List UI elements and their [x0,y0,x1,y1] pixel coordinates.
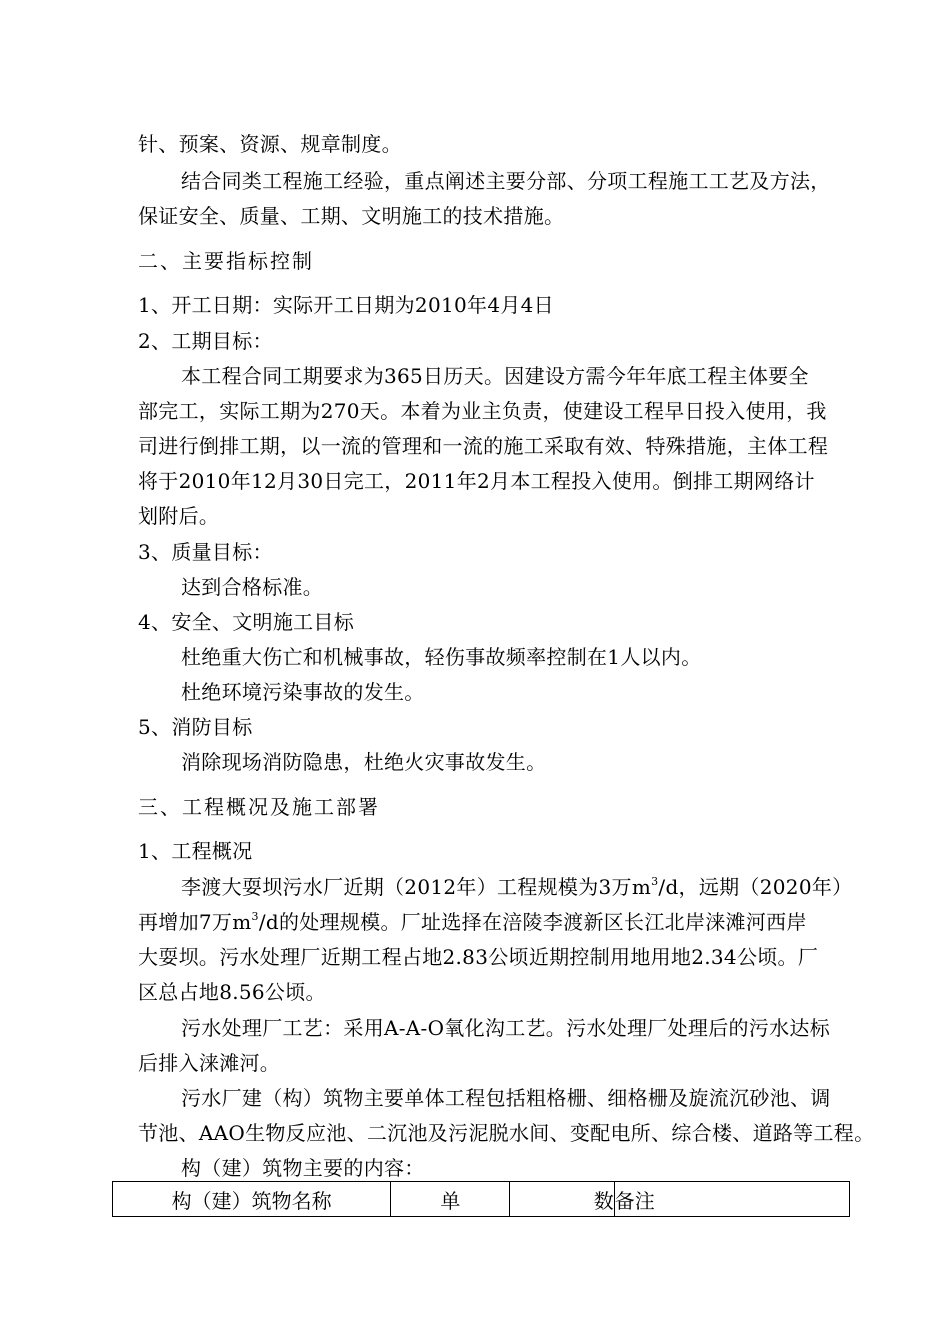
text-segment: /d的处理规模。厂址选择在涪陵李渡新区长江北岸涞滩河西岸 [258,910,807,934]
paragraph-line: 达到合格标准。 [181,575,324,599]
header-cell-name: 构（建）筑物名称 [113,1182,391,1217]
table-header-row [113,1182,850,1217]
paragraph-line: 部完工，实际工期为270天。本着为业主负责，使建设工程早日投入使用，我 [138,399,827,423]
header-cell-remarks: 备注 [614,1182,849,1217]
paragraph-line [138,908,888,936]
paragraph-line: 杜绝环境污染事故的发生。 [181,680,425,704]
superscript: 3 [251,910,259,924]
paragraph-line: 划附后。 [138,504,220,528]
paragraph-line: 污水厂建（构）筑物主要单体工程包括粗格栅、细格栅及旋流沉砂池、调 [181,1086,831,1110]
paragraph-line: 杜绝重大伤亡和机械事故，轻伤事故频率控制在1人以内。 [181,645,702,669]
section-heading: 二、主要指标控制 [138,249,314,273]
paragraph-line: 节池、AAO生物反应池、二沉池及污泥脱水间、变配电所、综合楼、道路等工程。 [138,1121,875,1145]
paragraph-line: 司进行倒排工期，以一流的管理和一流的施工采取有效、特殊措施，主体工程 [138,434,829,458]
paragraph-line: 构（建）筑物主要的内容： [181,1156,425,1180]
header-cell-quantity: 数 [510,1182,614,1217]
list-item: 4、安全、文明施工目标 [138,610,355,634]
superscript: 3 [651,875,659,889]
list-item: 1、工程概况 [138,839,253,863]
paragraph-line: 区总占地8.56公顷。 [138,980,326,1004]
paragraph-line: 保证安全、质量、工期、文明施工的技术措施。 [138,204,565,228]
section-heading: 三、工程概况及施工部署 [138,795,380,819]
text-segment: 李渡大耍坝污水厂近期（2012年）工程规模为3万m [181,875,652,899]
paragraph-line: 消除现场消防隐患，杜绝火灾事故发生。 [181,750,547,774]
paragraph-line: 大耍坝。污水处理厂近期工程占地2.83公顷近期控制用地用地2.34公顷。厂 [138,945,819,969]
text-segment: 再增加7万m [138,910,252,934]
paragraph-line: 污水处理厂工艺：采用A-A-O氧化沟工艺。污水处理厂处理后的污水达标 [181,1016,830,1040]
list-item: 5、消防目标 [138,715,253,739]
header-cell-unit: 单 [391,1182,510,1217]
structures-table [112,1181,850,1217]
paragraph-line [181,873,931,901]
paragraph-line: 结合同类工程施工经验，重点阐述主要分部、分项工程施工工艺及方法， [181,169,831,193]
paragraph-line: 后排入涞滩河。 [138,1051,281,1075]
text-segment: /d，远期（2020年） [658,875,853,899]
list-item: 2、工期目标： [138,329,273,353]
list-item: 3、质量目标： [138,540,273,564]
paragraph-line: 本工程合同工期要求为365日历天。因建设方需今年年底工程主体要全 [181,364,809,388]
list-item: 1、开工日期：实际开工日期为2010年4月4日 [138,293,554,317]
paragraph-line: 针、预案、资源、规章制度。 [138,132,402,156]
paragraph-line: 将于2010年12月30日完工，2011年2月本工程投入使用。倒排工期网络计 [138,469,815,493]
